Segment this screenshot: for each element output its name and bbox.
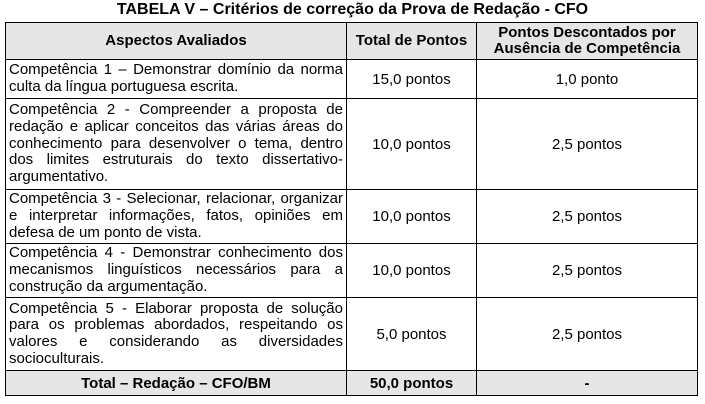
header-pontos-descontados bbox=[477, 23, 698, 60]
table-row bbox=[6, 298, 698, 371]
aspect-cell: Competência 5 - Elaborar proposta de solução para os problemas abordados, respeitando os valores e considerando as diversidades socioculturais. bbox=[6, 298, 347, 371]
aspect-cell: Competência 1 – Demonstrar domínio da norma culta da língua portuguesa escrita. bbox=[6, 60, 347, 99]
total-row bbox=[6, 371, 698, 396]
total-descontados: - bbox=[477, 371, 698, 396]
header-total-pontos: Total de Pontos bbox=[347, 23, 477, 60]
total-cell: 15,0 pontos bbox=[347, 60, 477, 99]
aspect-cell: Competência 2 - Compreender a proposta de redação e aplicar conceitos das várias áreas do conhecimento para desenvolver o tema, dentro dos limites estruturais do texto dissertativo-argumentativo. bbox=[6, 99, 347, 190]
total-cell: 10,0 pontos bbox=[347, 99, 477, 190]
total-cell: 10,0 pontos bbox=[347, 244, 477, 298]
descontados-cell: 2,5 pontos bbox=[477, 190, 698, 244]
total-value: 50,0 pontos bbox=[347, 371, 477, 396]
header-descontados-line1: Pontos Descontados por bbox=[498, 24, 676, 41]
table-row bbox=[6, 244, 698, 298]
total-cell: 5,0 pontos bbox=[347, 298, 477, 371]
aspect-cell: Competência 3 - Selecionar, relacionar, organizar e interpretar informações, fatos, opiniões em defesa de um ponto de vista. bbox=[6, 190, 347, 244]
table-row bbox=[6, 190, 698, 244]
descontados-cell: 2,5 pontos bbox=[477, 244, 698, 298]
descontados-cell: 2,5 pontos bbox=[477, 99, 698, 190]
table-row bbox=[6, 99, 698, 190]
table-row bbox=[6, 60, 698, 99]
total-label: Total – Redação – CFO/BM bbox=[6, 371, 347, 396]
total-cell: 10,0 pontos bbox=[347, 190, 477, 244]
descontados-cell: 1,0 ponto bbox=[477, 60, 698, 99]
aspect-cell: Competência 4 - Demonstrar conhecimento dos mecanismos linguísticos necessários para a construção da argumentação. bbox=[6, 244, 347, 298]
criteria-table bbox=[5, 22, 698, 396]
table-title: TABELA V – Critérios de correção da Prova de Redação - CFO bbox=[116, 1, 589, 18]
header-row bbox=[6, 23, 698, 60]
descontados-cell: 2,5 pontos bbox=[477, 298, 698, 371]
header-aspectos: Aspectos Avaliados bbox=[6, 23, 347, 60]
header-descontados-line2: Ausência de Competência bbox=[493, 40, 681, 57]
